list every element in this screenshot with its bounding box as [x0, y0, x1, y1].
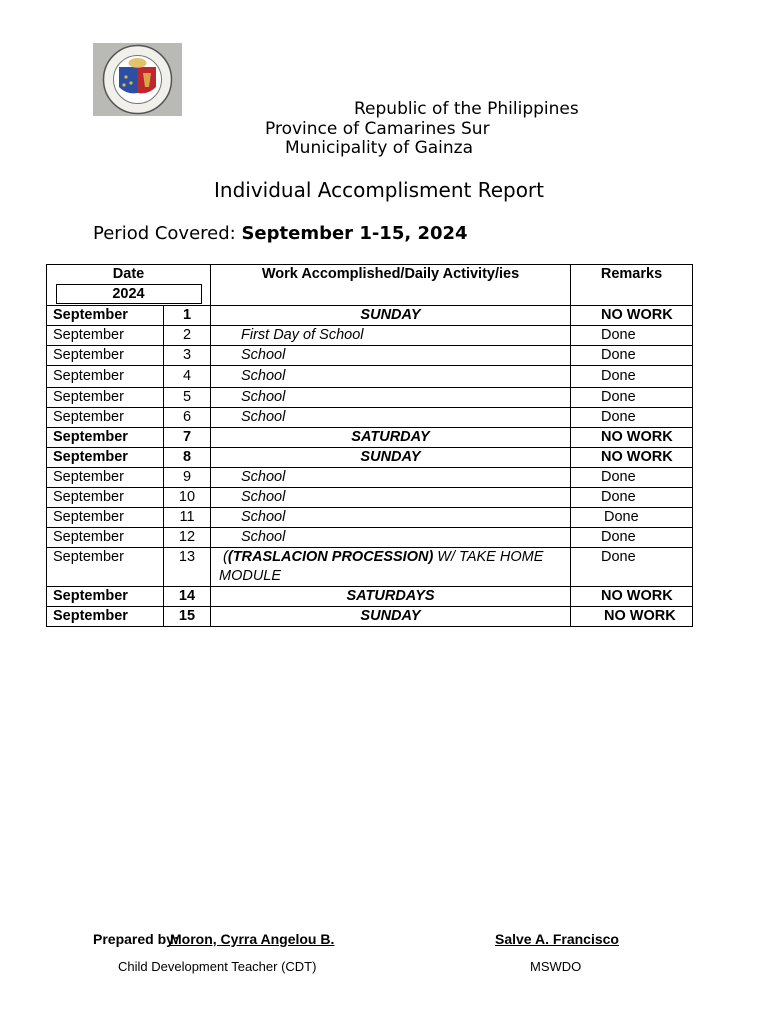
date-header	[47, 265, 211, 306]
date-header-label: Date	[112, 266, 145, 282]
table-row	[47, 607, 693, 627]
table-row	[47, 488, 693, 508]
period-label: Period Covered:	[93, 223, 242, 244]
row-month: September	[47, 548, 164, 587]
row-remarks: Done	[571, 528, 693, 548]
row-work: School	[211, 508, 571, 528]
row-remarks: NO WORK	[571, 607, 693, 627]
row-month: September	[47, 346, 164, 366]
table-row	[47, 326, 693, 346]
row-month: September	[47, 468, 164, 488]
period-covered	[93, 223, 468, 244]
table-row	[47, 587, 693, 607]
row-day: 9	[164, 468, 211, 488]
row-remarks: Done	[571, 468, 693, 488]
row-day: 15	[164, 607, 211, 627]
table-row	[47, 548, 693, 587]
header-municipality: Municipality of Gainza	[285, 138, 474, 158]
row-work: SUNDAY	[211, 448, 571, 468]
row-day: 7	[164, 428, 211, 448]
row-day: 13	[164, 548, 211, 587]
row-remarks: Done	[571, 488, 693, 508]
row-month: September	[47, 587, 164, 607]
row-work: First Day of School	[211, 326, 571, 346]
row-work: School	[211, 408, 571, 428]
table-row	[47, 408, 693, 428]
row-day: 2	[164, 326, 211, 346]
remarks-header: Remarks	[571, 265, 693, 306]
table-row	[47, 366, 693, 388]
header-republic: Republic of the Philippines	[354, 99, 579, 119]
row-work: School	[211, 528, 571, 548]
table-row	[47, 306, 693, 326]
row-work: School	[211, 388, 571, 408]
row-work: School	[211, 366, 571, 388]
row-remarks: Done	[571, 388, 693, 408]
row-day: 12	[164, 528, 211, 548]
row-work-rest: W/ TAKE HOME MODULE	[219, 549, 544, 584]
row-remarks: Done	[571, 548, 693, 587]
table-row	[47, 468, 693, 488]
approver-role: MSWDO	[530, 959, 582, 974]
row-day: 5	[164, 388, 211, 408]
row-work-bold: (TRASLACION PROCESSION)	[227, 549, 434, 565]
prepared-by-label: Prepared by:	[93, 931, 179, 947]
row-work: School	[211, 488, 571, 508]
seal-icon	[93, 43, 182, 116]
row-remarks: NO WORK	[571, 306, 693, 326]
row-month: September	[47, 306, 164, 326]
table-row	[47, 508, 693, 528]
row-month: September	[47, 607, 164, 627]
row-work: School	[211, 346, 571, 366]
table-row	[47, 428, 693, 448]
municipal-seal	[93, 43, 182, 116]
row-day: 10	[164, 488, 211, 508]
row-month: September	[47, 488, 164, 508]
row-day: 4	[164, 366, 211, 388]
row-remarks: NO WORK	[571, 587, 693, 607]
row-day: 14	[164, 587, 211, 607]
prepared-by-name: Moron, Cyrra Angelou B.	[170, 931, 335, 947]
row-remarks: NO WORK	[571, 448, 693, 468]
header-province: Province of Camarines Sur	[265, 119, 490, 139]
row-work: SUNDAY	[211, 306, 571, 326]
row-month: September	[47, 408, 164, 428]
row-month: September	[47, 428, 164, 448]
row-remarks: Done	[571, 408, 693, 428]
row-remarks: NO WORK	[571, 428, 693, 448]
row-remarks: Done	[571, 508, 693, 528]
row-work: SATURDAY	[211, 428, 571, 448]
work-header: Work Accomplished/Daily Activity/ies	[211, 265, 571, 306]
row-month: September	[47, 448, 164, 468]
report-title: Individual Accomplisment Report	[214, 178, 544, 202]
accomplishment-table	[46, 264, 693, 627]
row-work: ((TRASLACION PROCESSION) W/ TAKE HOME MODULE	[211, 548, 571, 587]
row-remarks: Done	[571, 366, 693, 388]
row-day: 6	[164, 408, 211, 428]
table-row	[47, 388, 693, 408]
row-month: September	[47, 508, 164, 528]
row-day: 8	[164, 448, 211, 468]
period-value: September 1-15, 2024	[241, 223, 468, 244]
row-month: September	[47, 388, 164, 408]
approver-name: Salve A. Francisco	[495, 931, 619, 947]
row-month: September	[47, 326, 164, 346]
table-row	[47, 346, 693, 366]
row-work: School	[211, 468, 571, 488]
year-box: 2024	[56, 284, 202, 304]
row-remarks: Done	[571, 346, 693, 366]
row-month: September	[47, 366, 164, 388]
table-row	[47, 448, 693, 468]
row-remarks: Done	[571, 326, 693, 346]
table-header-row	[47, 265, 693, 306]
row-work: SUNDAY	[211, 607, 571, 627]
row-month: September	[47, 528, 164, 548]
row-day: 3	[164, 346, 211, 366]
table-row	[47, 528, 693, 548]
row-day: 11	[164, 508, 211, 528]
row-day: 1	[164, 306, 211, 326]
row-work: SATURDAYS	[211, 587, 571, 607]
prepared-by-role: Child Development Teacher (CDT)	[118, 959, 317, 974]
